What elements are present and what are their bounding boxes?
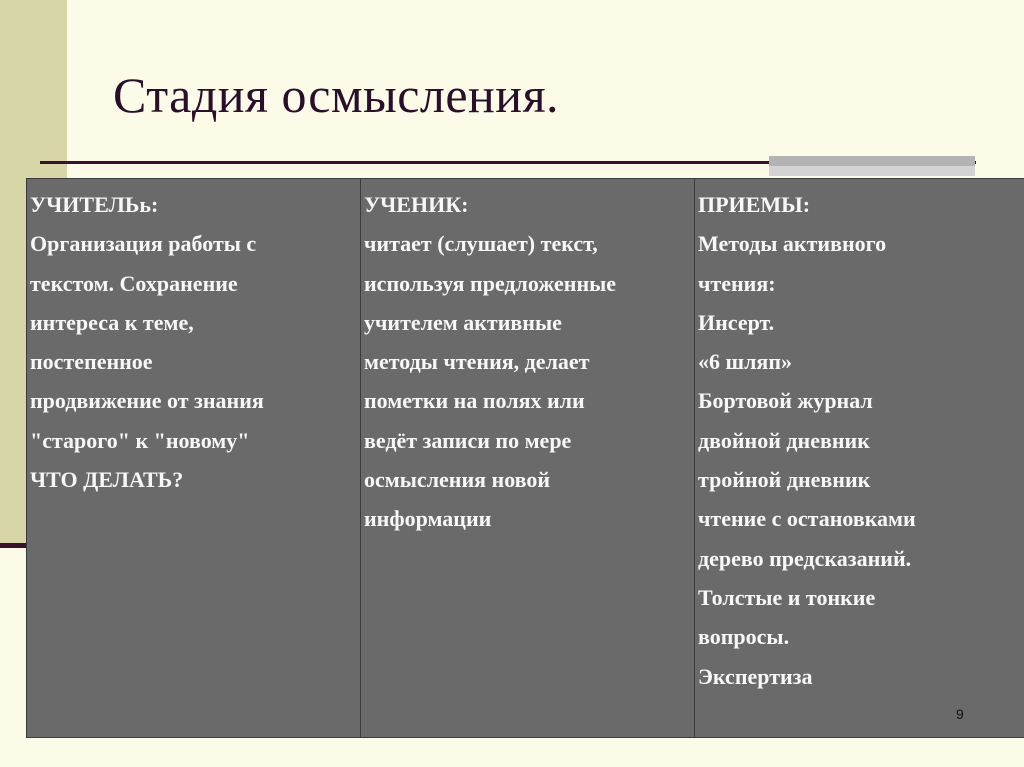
methods-line: двойной дневник <box>698 427 870 453</box>
teacher-line: постепенное <box>30 349 153 375</box>
teacher-header: УЧИТЕЛЬь: <box>30 192 159 217</box>
student-line: читает (слушает) текст, <box>364 231 598 257</box>
methods-header: ПРИЕМЫ: <box>698 192 811 217</box>
student-line: ведёт записи по мере <box>364 427 572 453</box>
student-line: учителем активные <box>364 309 562 335</box>
methods-line: дерево предсказаний. <box>698 545 912 571</box>
methods-line: тройной дневник <box>698 467 871 493</box>
teacher-column <box>27 179 361 738</box>
teacher-line: текстом. Сохранение <box>30 270 238 296</box>
student-line: пометки на полях или <box>364 388 585 414</box>
methods-line: чтение с остановками <box>698 506 916 532</box>
student-line: методы чтения, делает <box>364 349 590 375</box>
student-column <box>361 179 695 738</box>
teacher-line: продвижение от знания <box>30 388 264 414</box>
methods-line: Инсерт. <box>698 309 775 335</box>
teacher-line: "старого" к "новому" <box>30 427 250 453</box>
methods-line: чтения: <box>698 270 776 296</box>
methods-column <box>695 179 1024 738</box>
divider-accent-block-light <box>769 166 975 176</box>
page-number: 9 <box>956 706 964 722</box>
student-header: УЧЕНИК: <box>364 192 469 217</box>
student-line: информации <box>364 506 492 532</box>
teacher-line: ЧТО ДЕЛАТЬ? <box>30 467 184 493</box>
divider-accent-block <box>769 156 975 166</box>
methods-line: вопросы. <box>698 624 790 650</box>
methods-line: Методы активного <box>698 231 887 257</box>
teacher-line: интереса к теме, <box>30 309 194 335</box>
content-table <box>26 178 1024 738</box>
table-row <box>27 179 1024 738</box>
slide-title: Стадия осмысления. <box>113 67 560 123</box>
student-line: осмысления новой <box>364 467 551 493</box>
left-accent-line <box>0 543 27 548</box>
methods-line: «6 шляп» <box>698 349 792 375</box>
methods-line: Бортовой журнал <box>698 388 873 414</box>
methods-line: Экспертиза <box>698 663 813 689</box>
student-line: используя предложенные <box>364 270 617 296</box>
teacher-line: Организация работы с <box>30 231 257 257</box>
methods-line: Толстые и тонкие <box>698 584 876 610</box>
